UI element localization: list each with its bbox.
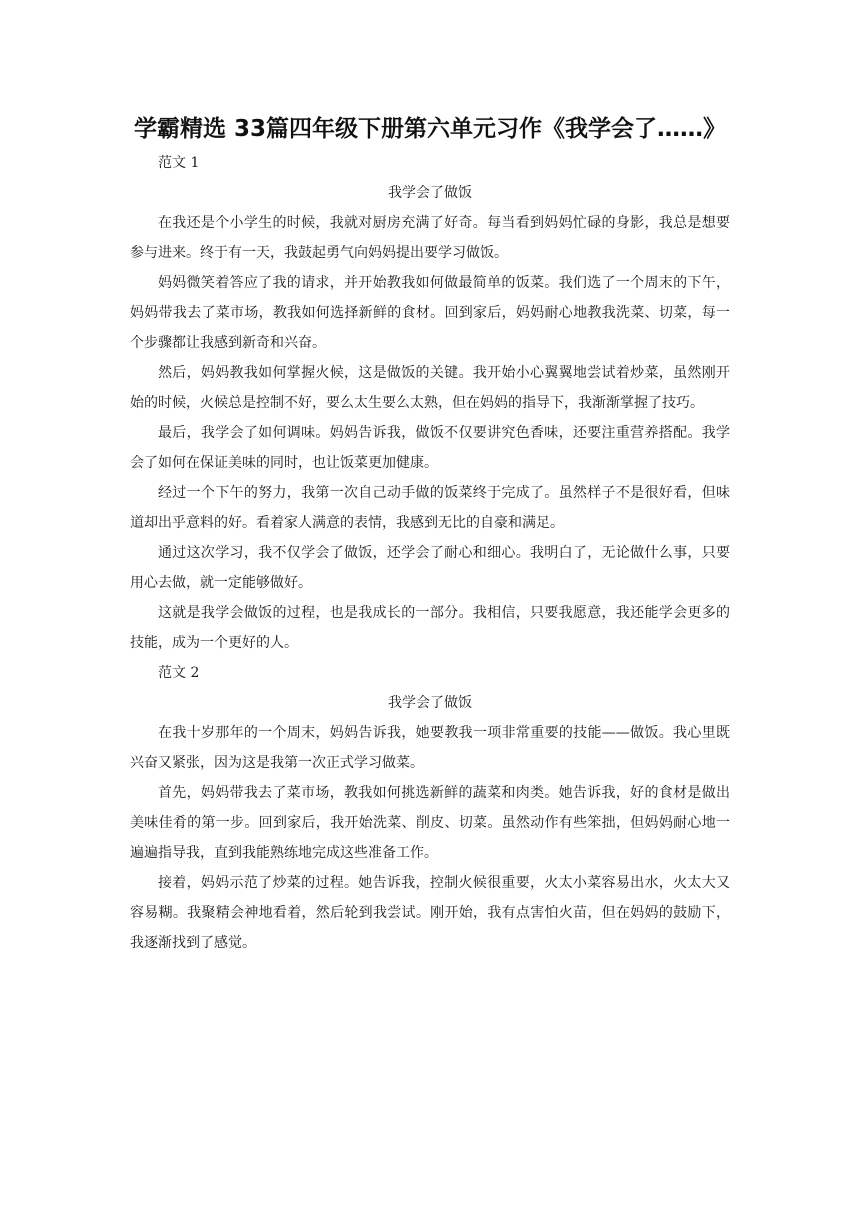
essay-paragraph: 妈妈微笑着答应了我的请求，并开始教我如何做最简单的饭菜。我们选了一个周末的下午，妈妈带我去了菜市场，教我如何选择新鲜的食材。回到家后，妈妈耐心地教我洗菜、切菜，每一个步骤都让我感到新奇和兴奋。 xyxy=(130,275,730,351)
essay-title: 我学会了做饭 xyxy=(388,185,472,201)
essay-title: 我学会了做饭 xyxy=(388,695,472,711)
essay-2 xyxy=(130,658,730,958)
essay-paragraph: 最后，我学会了如何调味。妈妈告诉我，做饭不仅要讲究色香味，还要注重营养搭配。我学会了如何在保证美味的同时，也让饭菜更加健康。 xyxy=(130,425,730,471)
essay-paragraph: 然后，妈妈教我如何掌握火候，这是做饭的关键。我开始小心翼翼地尝试着炒菜，虽然刚开始的时候，火候总是控制不好，要么太生要么太熟，但在妈妈的指导下，我渐渐掌握了技巧。 xyxy=(130,365,730,411)
essay-label: 范文 2 xyxy=(158,665,200,681)
essay-paragraph: 接着，妈妈示范了炒菜的过程。她告诉我，控制火候很重要，火太小菜容易出水，火太大又容易糊。我聚精会神地看着，然后轮到我尝试。刚开始，我有点害怕火苗，但在妈妈的鼓励下，我逐渐找到了感觉。 xyxy=(130,875,730,951)
essay-paragraph: 这就是我学会做饭的过程，也是我成长的一部分。我相信，只要我愿意，我还能学会更多的技能，成为一个更好的人。 xyxy=(130,605,730,651)
essay-paragraph: 经过一个下午的努力，我第一次自己动手做的饭菜终于完成了。虽然样子不是很好看，但味道却出乎意料的好。看着家人满意的表情，我感到无比的自豪和满足。 xyxy=(130,485,730,531)
essay-paragraph: 在我十岁那年的一个周末，妈妈告诉我，她要教我一项非常重要的技能——做饭。我心里既兴奋又紧张，因为这是我第一次正式学习做菜。 xyxy=(130,725,730,771)
essay-paragraph: 在我还是个小学生的时候，我就对厨房充满了好奇。每当看到妈妈忙碌的身影，我总是想要参与进来。终于有一天，我鼓起勇气向妈妈提出要学习做饭。 xyxy=(130,215,730,261)
essay-label: 范文 1 xyxy=(158,155,200,171)
essay-1 xyxy=(130,148,730,658)
document-title: 学霸精选 33篇四年级下册第六单元习作《我学会了……》 xyxy=(133,116,726,142)
essay-paragraph: 通过这次学习，我不仅学会了做饭，还学会了耐心和细心。我明白了，无论做什么事，只要用心去做，就一定能够做好。 xyxy=(130,545,730,591)
document-body xyxy=(130,112,730,958)
essay-paragraph: 首先，妈妈带我去了菜市场，教我如何挑选新鲜的蔬菜和肉类。她告诉我，好的食材是做出美味佳肴的第一步。回到家后，我开始洗菜、削皮、切菜。虽然动作有些笨拙，但妈妈耐心地一遍遍指导我，直到我能熟练地完成这些准备工作。 xyxy=(130,785,730,861)
